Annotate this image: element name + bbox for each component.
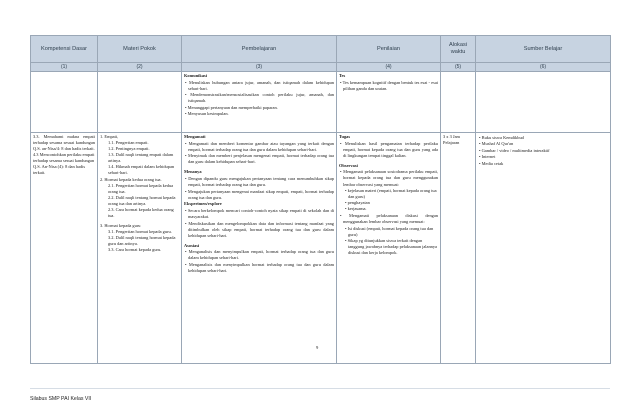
section-title: Tes — [339, 73, 346, 78]
table-row — [31, 133, 611, 364]
materi-item: 2.2. Dalil naqli tentang hormat kepada orang tua dan artinya. — [108, 194, 176, 206]
column-number: (4) — [337, 63, 441, 72]
sumber-cell — [476, 72, 611, 133]
list-item: • Menyusun kesimpulan. — [185, 111, 229, 117]
list-item: • Mengamati dan memberi komentar gambar atau tayangan yang terkait dengan empati, hormat terhadap orang tua dan guru dalam kehidupan sehari-hari. — [185, 140, 334, 152]
list-item: • Buku siswa Kemdikbud — [479, 134, 524, 140]
column-number: (6) — [476, 63, 611, 72]
section-title: Komunikasi — [184, 73, 207, 78]
materi-item: 1.4. Hikmah empati dalam kehidupan sehari-hari. — [108, 164, 175, 176]
list-item: • Mengamati pelaksanaan diskusi dengan menggunakan lembar observasi yang memuat: — [340, 212, 438, 225]
list-item: • Menanggapi pertanyaan dan memperbaiki paparan. — [185, 104, 278, 110]
list-item: • Menuliskan hasil pengamatan terhadap perilaku empati, hormat kepada orang tua dan guru yang ada di lingkungan tempat tinggal kalian. — [340, 140, 438, 158]
header-cell: Kompetensi Dasar — [31, 36, 98, 63]
list-item: • Menganalisis dan menyimpulkan hormat terhadap orang tua dan guru dalam kehidupan sehari-hari. — [185, 261, 334, 274]
footer-divider — [30, 388, 610, 389]
sumber-cell — [476, 133, 611, 364]
penilaian-cell — [337, 72, 441, 133]
alokasi-value: 3 x 3 Jam Pelajaran — [443, 134, 460, 146]
penilaian-cell — [337, 133, 441, 364]
list-item: • Menuliskan hubungan antara jujur, amanah, dan istiqamah dalam kehidupan sehari-hari. — [185, 79, 334, 91]
materi-item: 3.3. Cara hormat kepada guru. — [108, 247, 162, 253]
page-number: 9 — [316, 345, 319, 350]
header-cell: Sumber Belajar — [476, 36, 611, 63]
sub-list-item: • kerjasama. — [345, 206, 367, 212]
kd-item: 3.3. Memahami makna empati terhadap sesama sesuai kandungan Q.S. an-Nisa/4: 8 dan hadis terkait. — [33, 134, 95, 152]
list-item: • Mendemonstrasikan/mensosialisasikan contoh perilaku jujur, amanah, dan istiqamah. — [185, 92, 334, 104]
materi-item: 1.2. Pentingnya empati. — [108, 146, 150, 152]
section-title: Menanya — [184, 169, 202, 175]
column-number-row — [31, 63, 611, 72]
materi-item: 3.1. Pengertian hormat kepada guru. — [108, 229, 172, 235]
list-item: • Secara berkelompok mencari contoh-contoh nyata sikap empati di sekolah dan di masyarakat. — [185, 207, 334, 219]
alokasi-cell — [441, 133, 476, 364]
list-item: • Dengan dipandu guru mengajukan pertanyaan tentang cara menumbuhkan sikap empati, hormat terhadap orang tua dan guru. — [185, 175, 334, 188]
table-row — [31, 72, 611, 133]
sub-list-item: • penghayatan — [345, 200, 370, 206]
materi-item: 1. Empati, — [100, 134, 119, 139]
alokasi-cell — [441, 72, 476, 133]
pembelajaran-cell — [182, 72, 337, 133]
materi-item: 1.1. Pengertian empati. — [108, 140, 149, 146]
list-item: • Menganalisis dan menyimpulkan empati, hormat terhadap orang tua dan guru dalam kehidupan sehari-hari. — [185, 249, 334, 261]
materi-item: 3.2. Dalil naqli tentang hormat kepada guru dan artinya. — [108, 235, 176, 247]
kd-item: 4.3 Mencontohkan perilaku empati terhadap sesama sesuai kandungan Q.S. An-Nisa (4): 8 dan hadis terkait. — [33, 152, 95, 176]
list-item: • Mengamati pelaksanaan sosiodrama perilaku empati, hormat kepada orang tua dan guru menggunakan lembar observasi yang memuat: — [340, 169, 438, 187]
sub-list-item: • Isi diskusi (empati, hormat kepada orang tua dan guru) — [345, 225, 434, 237]
section-title: Eksperimen/explore — [184, 201, 222, 207]
list-item: • Internet — [479, 154, 496, 160]
footer-text: Silabus SMP PAI Kelas VII — [30, 396, 92, 402]
list-item: • Menyimak dan memberi penjelasan mengenai empati, hormat terhadap orang tua dan guru dalam kehidupan sehari-hari. — [185, 153, 334, 165]
list-item: • Mengajukan pertanyaan mengenai manfaat sikap empati, empati, hormat terhadap orang tua dan guru. — [185, 188, 334, 200]
materi-item: 2.3. Cara hormat kepada kedua orang tua. — [108, 206, 174, 219]
materi-cell — [98, 133, 182, 364]
list-item: • Gambar / video / multimedia interaktif — [479, 147, 550, 153]
column-number: (3) — [182, 63, 337, 72]
column-number: (1) — [31, 63, 98, 72]
header-cell: Alokasi waktu — [441, 36, 476, 63]
materi-item: 3. Hormat kepada guru — [100, 223, 141, 229]
materi-item: 2.1. Pengertian hormat kepada kedua orang tua. — [108, 182, 174, 194]
kd-cell — [31, 133, 98, 364]
kd-cell — [31, 72, 98, 133]
header-cell: Penilaian — [337, 36, 441, 63]
list-item: • Tes kemampuan kognitif dengan bentuk tes esai - esai pilihan ganda dan uraian. — [340, 79, 439, 91]
section-title: Asosiasi — [184, 242, 200, 248]
section-title: Tugas — [339, 134, 351, 139]
header-row — [31, 36, 611, 63]
materi-item: 2. Hormat kepada kedua orang tua. — [100, 176, 162, 182]
sub-list-item: • Sikap yg ditunjukkan siswa terkait dengan tanggung jawabnya terhadap pelaksanaan jalannya diskusi dan kerja kelompok. — [345, 237, 437, 255]
silabus-table — [30, 35, 611, 364]
header-cell: Materi Pokok — [98, 36, 182, 63]
list-item: • Mushaf Al Qur'an — [479, 141, 514, 147]
materi-cell — [98, 72, 182, 133]
section-title: Observasi — [339, 162, 358, 168]
column-number: (2) — [98, 63, 182, 72]
sub-list-item: • kejelasan materi (empati, hormat kepada orang tua dan guru) — [345, 188, 437, 200]
materi-item: 1.3. Dalil naqli tentang empati dalam artinya. — [108, 152, 174, 164]
column-number: (5) — [441, 63, 476, 72]
section-title: Mengamati — [184, 134, 206, 139]
list-item: • Mendiskusikan dan mengelompokkan data dan informasi tentang manfaat yang ditimbulkan oleh sikap empati, hormat terhadap orang tua dan guru dalam kehidupan sehari-hari. — [185, 220, 334, 238]
header-cell: Pembelajaran — [182, 36, 337, 63]
pembelajaran-cell — [182, 133, 337, 364]
list-item: • Media cetak — [479, 160, 504, 166]
